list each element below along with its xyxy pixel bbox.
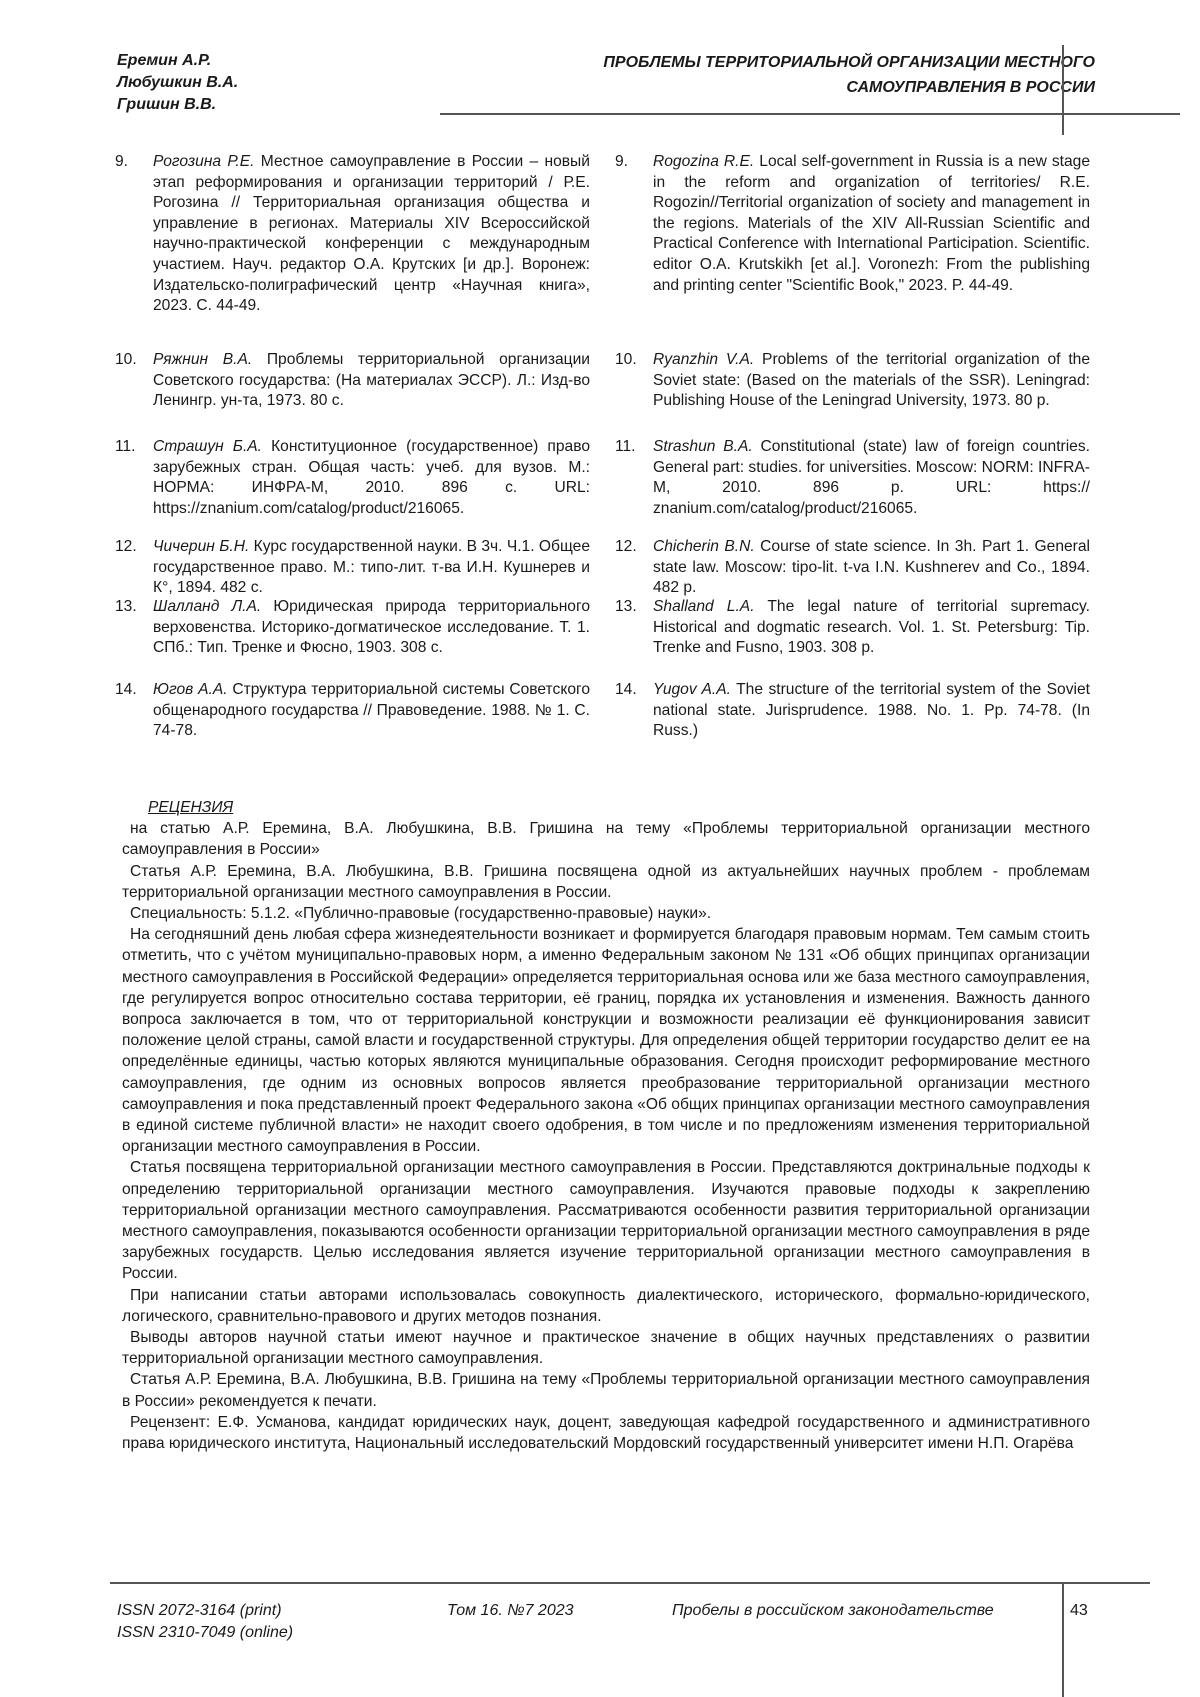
issn-print: ISSN 2072-3164 (print) bbox=[117, 1600, 293, 1622]
issn-online: ISSN 2310-7049 (online) bbox=[117, 1622, 293, 1644]
reference-number: 14. bbox=[615, 680, 637, 701]
reference-author: Рогозина Р.Е. bbox=[153, 153, 254, 170]
review-paragraph: При написании статьи авторами использовалась совокупность диалектического, исторического, формально-юридического, логического, сравнительно-правового и других методов познания. bbox=[122, 1285, 1090, 1327]
author: Гришин В.В. bbox=[117, 94, 238, 116]
reference-details: Problems of the territorial organization of the Soviet state: (Based on the materials of the SSR). Leningrad: Publishing House of the Leningrad University, 1973. 80 p. bbox=[653, 351, 1090, 409]
reference-details: Проблемы территориальной организации Советского государства: (На материалах ЭССР). Л.: Изд-во Ленингр. ун-та, 1973. 80 с. bbox=[153, 351, 590, 409]
reference-details: The structure of the territorial system of the Soviet national state. Jurisprudence. 1988. No. 1. Pp. 74-78. (In Russ.) bbox=[653, 681, 1090, 739]
header-authors bbox=[117, 50, 238, 116]
reference-details: Constitutional (state) law of foreign countries. General part: studies. for universities. Moscow: NORM: INFRA-M, 2010. 896 p. URL: https:// znanium.com/catalog/product/216065. bbox=[653, 438, 1090, 517]
reference-author: Югов А.А. bbox=[153, 681, 228, 698]
reference-item bbox=[115, 597, 590, 659]
header-rule bbox=[440, 113, 1180, 115]
reference-details: Местное самоуправление в России – новый этап реформирования и организации территорий / Р.Е. Рогозина // Территориальная организация общества и управление в регионах. Материалы XIV Всероссийской научно-практической конференции с международным участием. Науч. редактор О.А. Крутских [и др.]. Воронеж: Издательско-полиграфический центр «Научная книга», 2023. С. 44-49. bbox=[153, 153, 590, 314]
reference-item bbox=[615, 537, 1090, 599]
reference-text bbox=[153, 152, 590, 317]
reference-text bbox=[653, 537, 1090, 599]
reference-item bbox=[115, 680, 590, 742]
review-paragraph: Статья посвящена территориальной организации местного самоуправления в России. Представляются доктринальные подходы к определению территориальной организации местного самоуправления. Изучаются правовые подходы к закреплению территориальной организации местного самоуправления. Рассматриваются особенности развития территориальной организации местного самоуправления, показываются особенности организации территориальной организации местного самоуправления в ряде зарубежных государств. Целью исследования является изучение территориальной организации местного самоуправления в России. bbox=[122, 1157, 1090, 1284]
reference-item bbox=[115, 152, 590, 317]
review-paragraph: Специальность: 5.1.2. «Публично-правовые (государственно-правовые) науки». bbox=[122, 903, 1090, 924]
reference-item bbox=[615, 152, 1090, 296]
reference-text bbox=[653, 152, 1090, 296]
reference-author: Strashun B.A. bbox=[653, 438, 753, 455]
reference-number: 12. bbox=[615, 537, 637, 558]
reference-item bbox=[115, 350, 590, 412]
reference-number: 13. bbox=[115, 597, 137, 618]
reference-details: Course of state science. In 3h. Part 1. General state law. Moscow: tipo-lit. t-va I.N. Kushnerev and Co., 1894. 482 p. bbox=[653, 538, 1090, 596]
reference-text bbox=[153, 437, 590, 519]
reference-item bbox=[115, 537, 590, 599]
review-paragraph: Статья А.Р. Еремина, В.А. Любушкина, В.В. Гришина на тему «Проблемы территориальной организации местного самоуправления в России» рекомендуется к печати. bbox=[122, 1369, 1090, 1411]
reference-number: 9. bbox=[615, 152, 628, 173]
reference-details: Юридическая природа территориального верховенства. Историко-догматическое исследование. Т. 1. СПб.: Тип. Тренке и Фюсно, 1903. 308 с. bbox=[153, 598, 590, 656]
review-section bbox=[122, 797, 1090, 1454]
header-vertical-rule bbox=[1062, 45, 1064, 135]
reference-text bbox=[153, 537, 590, 599]
reference-item bbox=[115, 437, 590, 519]
author: Еремин А.Р. bbox=[117, 50, 238, 72]
reference-author: Ryanzhin V.A. bbox=[653, 351, 754, 368]
reference-author: Чичерин Б.Н. bbox=[153, 538, 249, 555]
reference-text bbox=[153, 350, 590, 412]
review-paragraph: на статью А.Р. Еремина, В.А. Любушкина, В.В. Гришина на тему «Проблемы территориальной организации местного самоуправления в России» bbox=[122, 818, 1090, 860]
reference-number: 9. bbox=[115, 152, 128, 173]
reference-number: 12. bbox=[115, 537, 137, 558]
reference-number: 11. bbox=[115, 437, 136, 458]
title-line: САМОУПРАВЛЕНИЯ В РОССИИ bbox=[475, 75, 1095, 100]
footer-vertical-rule bbox=[1062, 1582, 1064, 1697]
review-title: РЕЦЕНЗИЯ bbox=[148, 797, 1090, 818]
reference-item bbox=[615, 597, 1090, 659]
footer-volume: Том 16. №7 2023 bbox=[447, 1600, 574, 1622]
reference-author: Yugov A.A. bbox=[653, 681, 731, 698]
reference-text bbox=[653, 597, 1090, 659]
reference-author: Шалланд Л.А. bbox=[153, 598, 261, 615]
reference-number: 13. bbox=[615, 597, 637, 618]
reference-author: Chicherin B.N. bbox=[653, 538, 755, 555]
reference-details: Конституционное (государственное) право зарубежных стран. Общая часть: учеб. для вузов. М.: НОРМА: ИНФРА-М, 2010. 896 с. URL: https://znanium.com/catalog/product/216065. bbox=[153, 438, 590, 517]
reference-author: Ряжнин В.А. bbox=[153, 351, 252, 368]
reference-author: Rogozina R.E. bbox=[653, 153, 754, 170]
reference-text bbox=[153, 597, 590, 659]
document-page bbox=[0, 0, 1200, 1697]
review-paragraph: Статья А.Р. Еремина, В.А. Любушкина, В.В. Гришина посвящена одной из актуальнейших научных проблем - проблемам территориальной организации местного самоуправления в России. bbox=[122, 861, 1090, 903]
reference-item bbox=[615, 680, 1090, 742]
reference-details: The legal nature of territorial supremacy. Historical and dogmatic research. Vol. 1. St. Petersburg: Tip. Trenke and Fusno, 1903. 308 p. bbox=[653, 598, 1090, 656]
reference-text bbox=[653, 350, 1090, 412]
reference-item bbox=[615, 437, 1090, 519]
review-paragraph: Рецензент: Е.Ф. Усманова, кандидат юридических наук, доцент, заведующая кафедрой государственного и административного права юридического института, Национальный исследовательский Мордовский государственный университет имени Н.П. Огарёва bbox=[122, 1412, 1090, 1454]
footer-issn bbox=[117, 1600, 293, 1644]
running-title bbox=[475, 50, 1095, 100]
reference-details: Курс государственной науки. В 3ч. Ч.1. Общее государственное право. М.: типо-лит. т-ва И.Н. Кушнерев и К°, 1894. 482 с. bbox=[153, 538, 590, 596]
reference-details: Local self-government in Russia is a new stage in the reform and organization of territories/ R.E. Rogozin//Territorial organization of society and management in the regions. Materials of the XIV All-Russian Scientific and Practical Conference with International Participation. Scientific. editor O.A. Krutskikh [et al.]. Voronezh: From the publishing and printing center "Scientific Book," 2023. P. 44-49. bbox=[653, 153, 1090, 294]
reference-author: Shalland L.A. bbox=[653, 598, 755, 615]
review-paragraph: На сегодняшний день любая сфера жизнедеятельности возникает и формируется благодаря правовым нормам. Тем самым стоить отметить, что с учётом муниципально-правовых норм, а именно Федеральным законом № 131 «Об общих принципах организации местного самоуправления в Российской Федерации» определяется территориальная основа или же база местного самоуправления, где регулируется вопрос относительно состава территории, её границ, порядка их установления и изменения. Важность данного вопроса заключается в том, что от территориальной конструкции и возможности реализации её функционирования зависит положение целой страны, самой власти и государственной структуры. Для определения общей территории государство делит ее на определённые единицы, частью которых являются муниципальные образования. Сегодня происходит реформирование местного самоуправления, где одним из основных вопросов является преобразование территориальной организации местного самоуправления и пока представленный проект Федерального закона «Об общих принципах организации местного самоуправления в единой системе публичной власти» не находит своего одобрения, в том числе и по предложениям изменения территориальной организации местного самоуправления в России. bbox=[122, 924, 1090, 1157]
reference-number: 10. bbox=[115, 350, 137, 371]
page-number: 43 bbox=[1070, 1600, 1088, 1622]
footer-journal: Пробелы в российском законодательстве bbox=[672, 1600, 994, 1622]
review-paragraph: Выводы авторов научной статьи имеют научное и практическое значение в общих научных представлениях о развитии территориальной организации местного самоуправления. bbox=[122, 1327, 1090, 1369]
author: Любушкин В.А. bbox=[117, 72, 238, 94]
reference-item bbox=[615, 350, 1090, 412]
reference-text bbox=[653, 437, 1090, 519]
reference-number: 10. bbox=[615, 350, 637, 371]
reference-text bbox=[153, 680, 590, 742]
reference-number: 11. bbox=[615, 437, 636, 458]
reference-number: 14. bbox=[115, 680, 137, 701]
title-line: ПРОБЛЕМЫ ТЕРРИТОРИАЛЬНОЙ ОРГАНИЗАЦИИ МЕСТНОГО bbox=[475, 50, 1095, 75]
reference-text bbox=[653, 680, 1090, 742]
reference-details: Структура территориальной системы Советского общенародного государства // Правоведение. 1988. № 1. С. 74-78. bbox=[153, 681, 590, 739]
reference-author: Страшун Б.А. bbox=[153, 438, 262, 455]
footer-rule bbox=[110, 1582, 1150, 1584]
